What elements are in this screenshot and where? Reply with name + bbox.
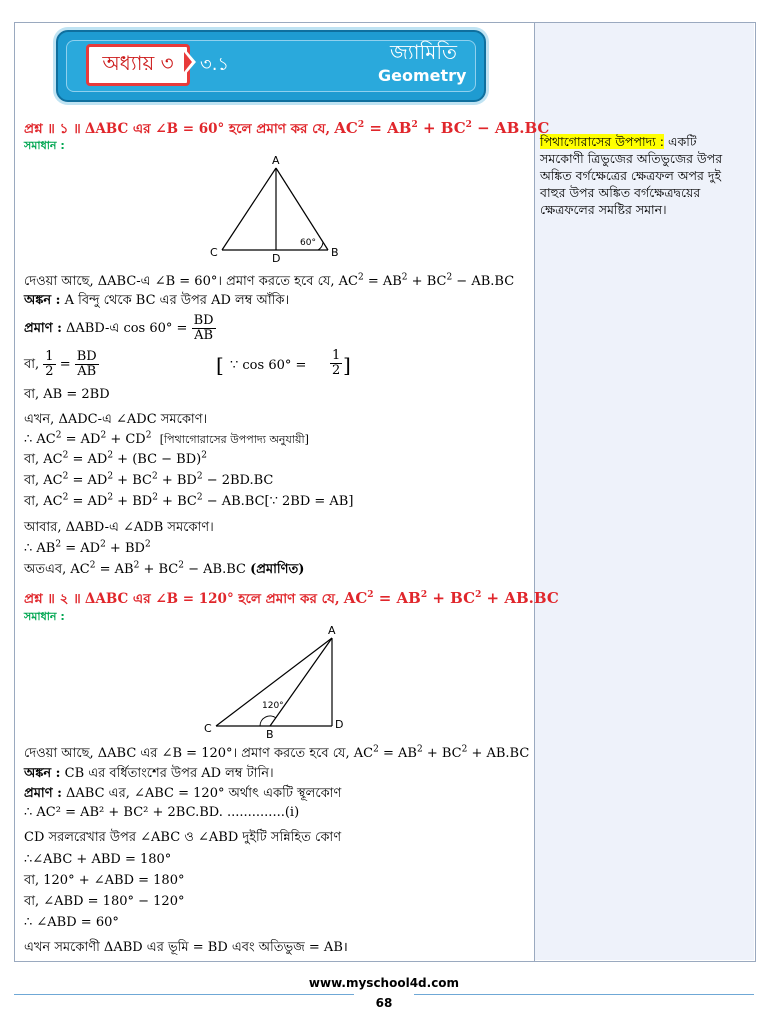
vertex-b-2: B <box>266 728 274 741</box>
theorem-label: পিথাগোরাসের উপপাদ্য : <box>540 134 664 149</box>
chevron-accent-icon <box>184 52 192 72</box>
bracket-close: ] <box>343 353 351 377</box>
vertex-d-2: D <box>335 718 344 731</box>
vertex-b: B <box>331 246 339 259</box>
q1-proof-cos: প্রমাণ : ΔABD-এ cos 60° = $\frac{BD}{AB}$ <box>24 313 214 343</box>
half-fraction: $\frac{1}{2}$ <box>332 348 341 378</box>
solution-1-label: সমাধান : <box>24 139 65 152</box>
vertex-c: C <box>210 246 218 259</box>
section-number: ৩.১ <box>200 54 230 75</box>
pythagoras-note <box>540 133 736 218</box>
q2-construction: অঙ্কন : CB এর বর্ধিতাংশের উপর AD লম্ব টানি। <box>24 766 274 781</box>
angle-label: 60° <box>300 238 316 248</box>
angle-label-2: 120° <box>262 701 284 711</box>
vertex-a-2: A <box>328 624 336 637</box>
q2-step-2: বা, 120° + ∠ABD = 180° <box>24 873 185 888</box>
q2-step-1: ∴∠ABC + ABD = 180° <box>24 852 172 867</box>
title-bangla: জ্যামিতি <box>390 40 458 64</box>
q2-given: দেওয়া আছে, ΔABC এর ∠B = 120°। প্রমাণ করতে হবে যে, $AC^2 = AB^2 + BC^2 + AB.BC$ <box>24 744 530 761</box>
solution-2-label: সমাধান : <box>24 610 65 623</box>
triangle-figure-1 <box>200 152 360 264</box>
theorem-text: একটি সমকোণী ত্রিভুজের অতিভুজের উপর অঙ্কিত বর্গক্ষেত্রের ক্ষেত্রফল অপর দুই বাহুর উপর অঙ্কিত বর্গক্ষেত্রদ্বয়ের ক্ষেত্রফলের সমষ্টির সমান। <box>540 134 723 217</box>
q2-step-3: বা, ∠ABD = 180° − 120° <box>24 894 185 909</box>
q1-since-cos: ∵ cos 60° = <box>230 358 307 373</box>
triangle-figure-2 <box>200 624 360 742</box>
bracket-open: [ <box>216 353 224 377</box>
q1-ratio-line: বা, $\frac{1}{2}$ = $\frac{BD}{AB}$ <box>24 349 97 379</box>
q2-step-4: ∴ ∠ABD = 60° <box>24 915 119 930</box>
q1-step-5: ∴ $AB^2 = AD^2 + BD^2$ <box>24 539 151 556</box>
footer-url: www.myschool4d.com <box>308 976 460 990</box>
vertex-a: A <box>272 154 280 167</box>
q1-again: আবার, ΔABD-এ ∠ADB সমকোণ। <box>24 520 214 535</box>
q1-step-2: বা, $AC^2 = AD^2 + (BC - BD)^2$ <box>24 450 207 467</box>
footer-line-right <box>414 994 754 995</box>
q1-construction: অঙ্কন : A বিন্দু থেকে BC এর উপর AD লম্ব আঁকি। <box>24 293 290 308</box>
q2-proof-1: প্রমাণ : ΔABC এর, ∠ABC = 120° অর্থাৎ একটি স্থূলকোণ <box>24 786 342 801</box>
q1-now-adc: এখন, ΔADC-এ ∠ADC সমকোণ। <box>24 412 208 427</box>
q1-step-3: বা, $AC^2 = AD^2 + BC^2 + BD^2 - 2BD.BC$ <box>24 471 274 488</box>
title-english: Geometry <box>378 66 467 85</box>
q1-conclusion: অতএব, $AC^2 = AB^2 + BC^2 - AB.BC$ (প্রমাণিত) <box>24 560 305 577</box>
question-2: প্রশ্ন ॥ ২ ॥ ΔABC এর ∠B = 120° হলে প্রমাণ কর যে, $AC^2 = AB^2 + BC^2 + AB.BC$ <box>24 589 559 607</box>
q1-ab-2bd: বা, AB = 2BD <box>24 387 110 402</box>
page-number: 68 <box>375 996 393 1010</box>
q2-last: এখন সমকোণী ΔABD এর ভূমি = BD এবং অতিভুজ = AB। <box>24 940 348 955</box>
chapter-label: অধ্যায় ৩ <box>86 44 190 86</box>
question-1: প্রশ্ন ॥ ১ ॥ ΔABC এর ∠B = 60° হলে প্রমাণ কর যে, $AC^2 = AB^2 + BC^2 - AB.BC$ <box>24 119 550 137</box>
footer-line-left <box>14 994 354 995</box>
vertex-d: D <box>272 252 281 264</box>
q2-eq-i: ∴ AC² = AB² + BC² + 2BC.BD. ..............(i) <box>24 805 300 820</box>
q2-cd-line: CD সরলরেখার উপর ∠ABC ও ∠ABD দুইটি সন্নিহিত কোণ <box>24 830 342 845</box>
q1-step-4: বা, $AC^2 = AD^2 + BD^2 + BC^2$ − AB.BC[∵ 2BD = AB] <box>24 492 354 509</box>
vertex-c-2: C <box>204 722 212 735</box>
column-divider <box>534 22 535 962</box>
q1-given: দেওয়া আছে, ΔABC-এ ∠B = 60°। প্রমাণ করতে হবে যে, $AC^2 = AB^2 + BC^2 - AB.BC$ <box>24 272 515 289</box>
q1-step-1: ∴ $AC^2 = AD^2 + CD^2$ [পিথাগোরাসের উপপাদ্য অনুযায়ী] <box>24 430 309 447</box>
